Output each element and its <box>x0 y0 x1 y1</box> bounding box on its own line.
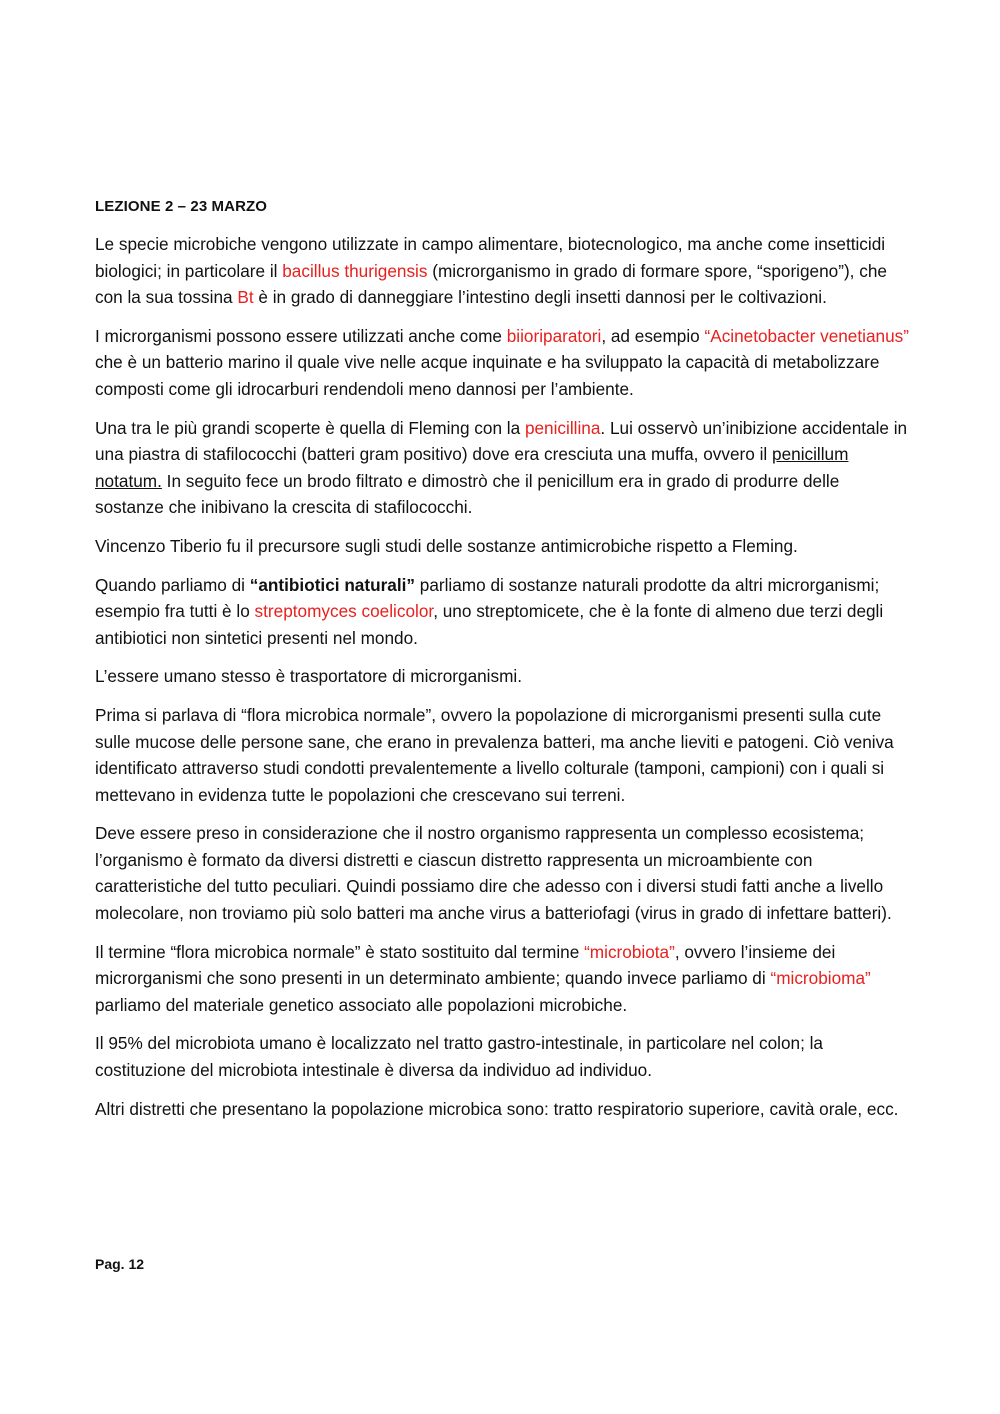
underlined-term: penicillum notatum. <box>95 444 849 491</box>
text: è in grado di danneggiare l’intestino degli insetti dannosi per le coltivazioni. <box>253 287 827 308</box>
highlight-term: biioriparatori <box>506 325 602 346</box>
text: . Lui osservò un’inibizione accidentale in una piastra di stafilococchi (batteri gram positivo) dove era cresciuta una muffa, ovvero il <box>95 417 908 465</box>
text: , ad esempio <box>601 325 705 346</box>
paragraph-8: Deve essere preso in considerazione che il nostro organismo rappresenta un complesso ecosistema; l’organismo è formato da diversi distretti e ciascun distretto rappresenta un microambiente con caratteristiche del tutto peculiari. Quindi possiamo dire che adesso con i diversi studi fatti anche a livello molecolare, non troviamo più solo batteri ma anche virus a batteriofagi (virus in grado di infettare batteri). <box>95 823 892 924</box>
text: In seguito fece un brodo filtrato e dimostrò che il penicillum era in grado di produrre delle sostanze che inibivano la crescita di stafilococchi. <box>95 470 840 518</box>
highlight-term: Bt <box>237 287 254 308</box>
text: Il termine “flora microbica normale” è stato sostituito dal termine <box>95 941 585 962</box>
text: che è un batterio marino il quale vive nelle acque inquinate e ha sviluppato la capacità di metabolizzare composti come gli idrocarburi rendendoli meno dannosi per l’ambiente. <box>95 352 880 399</box>
highlight-term: “Acinetobacter venetianus” <box>704 325 909 346</box>
text: Una tra le più grandi scoperte è quella di Fleming con la <box>95 417 525 438</box>
paragraph-9 <box>95 939 910 1019</box>
highlight-term: bacillus thurigensis <box>282 260 428 281</box>
highlight-term: “microbiota” <box>584 941 675 962</box>
paragraph-10: Il 95% del microbiota umano è localizzato nel tratto gastro-intestinale, in particolare nel colon; la costituzione del microbiota intestinale è diversa da individuo ad individuo. <box>95 1033 823 1081</box>
bold-term: “antibiotici naturali” <box>249 574 415 595</box>
paragraph-4: Vincenzo Tiberio fu il precursore sugli studi delle sostanze antimicrobiche rispetto a Fleming. <box>95 535 798 556</box>
paragraph-2 <box>95 323 910 403</box>
paragraph-11: Altri distretti che presentano la popolazione microbica sono: tratto respiratorio superiore, cavità orale, ecc. <box>95 1098 899 1119</box>
highlight-term: penicillina <box>524 417 601 438</box>
page-number: Pag. 12 <box>95 1256 145 1272</box>
text: , ovvero l’insieme dei microrganismi che sono presenti in un determinato ambiente; quando invece parliamo di <box>95 941 836 989</box>
text: parliamo del materiale genetico associato alle popolazioni microbiche. <box>95 994 628 1015</box>
paragraph-6: L’essere umano stesso è trasportatore di microrganismi. <box>95 666 523 687</box>
text: , uno streptomicete, che è la fonte di almeno due terzi degli antibiotici non sintetici presenti nel mondo. <box>95 601 884 648</box>
highlight-term: streptomyces coelicolor <box>254 601 434 622</box>
text: parliamo di sostanze naturali prodotte da altri microrganismi; esempio fra tutti è lo <box>95 574 880 622</box>
paragraph-7: Prima si parlava di “flora microbica normale”, ovvero la popolazione di microrganismi presenti sulla cute sulle mucose delle persone sane, che erano in prevalenza batteri, ma anche lieviti e patogeni. Ciò veniva identificato attraverso studi condotti prevalentemente a livello colturale (tamponi, campioni) con i quali si mettevano in evidenza tutte le popolazioni che crescevano sui terreni. <box>95 704 894 805</box>
text: Le specie microbiche vengono utilizzate in campo alimentare, biotecnologico, ma anche come insetticidi biologici; in particolare il <box>95 234 886 281</box>
page-title: LEZIONE 2 – 23 MARZO <box>95 198 268 215</box>
text: I microrganismi possono essere utilizzati anche come <box>95 325 507 346</box>
highlight-term: “microbioma” <box>770 968 871 989</box>
paragraph-1 <box>95 231 910 311</box>
paragraph-3 <box>95 415 910 521</box>
text: (microrganismo in grado di formare spore, “sporigeno”), che con la sua tossina <box>95 260 887 308</box>
text: Quando parliamo di <box>95 574 250 595</box>
document-body <box>95 197 910 1134</box>
paragraph-5 <box>95 572 910 652</box>
